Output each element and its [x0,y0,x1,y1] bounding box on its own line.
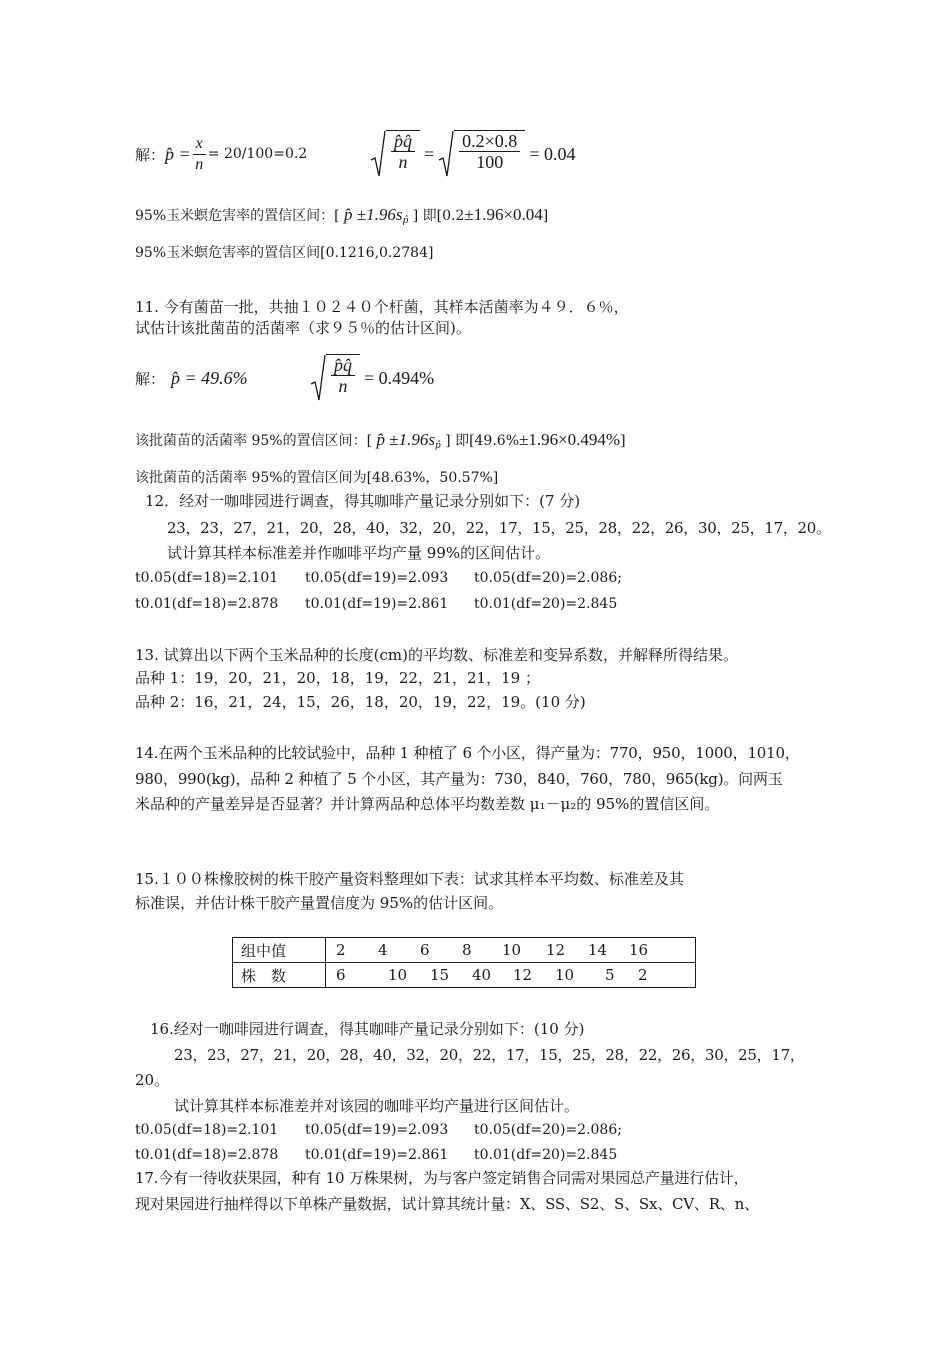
q12-line2: 23，23，27，21，20，28，40，32，20，22，17，15，25，28，22，26，30，25，17，20。 [167,519,831,537]
q11-line1: 11. 今有菌苗一批，共抽１０２４０个杆菌，其样本活菌率为４９．６％， [135,298,629,316]
table-row [233,938,696,963]
q13-line1: 13. 试算出以下两个玉米品种的长度(cm)的平均数、标准差和变异系数，并解释所得结果。 [135,646,738,664]
table-cell: 4 [378,941,388,959]
q11-ci: 该批菌苗的活菌率 95%的置信区间：[ p̂ $\pm 1.96s_{p̂}$ ] 即[49.6%±1.96×0.494%] [135,430,626,451]
q11-sqrt-formula: $\frac{p̂q̂}{n}$ = 0.494% [310,352,434,404]
table-cell: 2 [638,966,648,984]
q14-line3: 米品种的产量差异是否显著？并计算两品种总体平均数差数 μ₁－μ₂的 95%的置信区间。 [135,795,720,813]
q10-formula: 解： p̂ = $\frac{x}{n}$ = 20/100=0.2 [135,134,308,173]
q12-line1: 12．经对一咖啡园进行调查，得其咖啡产量记录分别如下：(7 分) [145,492,581,510]
q10-fraction: $\frac{x}{n}$ [193,134,206,175]
table-cell: 10 [555,966,575,984]
table-cell: 10 [388,966,408,984]
table-cell: 16 [629,941,649,959]
q11-line2: 试估计该批菌苗的活菌率（求９５％的估计区间)。 [135,319,471,337]
q12-t01-b: t0.01(df=19)=2.861 [305,596,449,612]
row1-values [326,938,696,963]
q16-t05-a: t0.05(df=18)=2.101 [135,1122,279,1138]
table-cell: 2 [336,941,346,959]
table-cell: 10 [502,941,522,959]
q12-t05-a: t0.05(df=18)=2.101 [135,570,279,586]
q16-t05-c: t0.05(df=20)=2.086; [474,1122,622,1138]
table-cell: 5 [605,966,615,984]
sqrt-symbol: $\frac{p̂q̂}{n}$ [310,354,360,402]
q10-sol-label: 解： [135,145,166,164]
row2-label: 株 数 [233,963,326,988]
q14-line1: 14.在两个玉米品种的比较试验中，品种 1 种植了 6 个小区，得产量为：770，950，1000，1010， [135,744,800,762]
q12-line3: 试计算其样本标准差并作咖啡平均产量 99%的区间估计。 [167,544,551,562]
row2-values [326,963,696,988]
q15-line2: 标准误，并估计株干胶产量置信度为 95%的估计区间。 [135,894,504,912]
q16-line1: 16.经对一咖啡园进行调查，得其咖啡产量记录分别如下：(10 分) [150,1020,585,1038]
row1-label: 组中值 [233,938,326,963]
q16-t01-a: t0.01(df=18)=2.878 [135,1147,279,1163]
sqrt-symbol: $\frac{0.2\times 0.8}{100}$ [438,130,525,178]
q16-line3: 20。 [135,1071,170,1089]
q12-t01-a: t0.01(df=18)=2.878 [135,596,279,612]
q12-t05-c: t0.05(df=20)=2.086; [474,570,622,586]
table-cell: 6 [336,966,346,984]
q10-sol-rest: = 20/100=0.2 [207,146,308,162]
q17-line2: 现对果园进行抽样得以下单株产量数据，试计算其统计量：X、SS、S2、S、Sx、CV、R、n、 [135,1195,759,1213]
q13-line2: 品种 1：19，20，21，20，18，19，22，21，21，19 ； [135,669,540,687]
table-cell: 8 [462,941,472,959]
q12-t01-c: t0.01(df=20)=2.845 [474,596,618,612]
q15-data-table [232,937,696,988]
table-cell: 12 [513,966,533,984]
q14-line2: 980，990(kg)，品种 2 种植了 5 个小区，其产量为：730，840，760，780，965(kg)。问两玉 [135,770,783,788]
q10-sqrt-result: = 0.04 [529,143,576,164]
q16-t05-b: t0.05(df=19)=2.093 [305,1122,449,1138]
q10-sqrt-formula: $\frac{p̂q̂}{n}$ = $\frac{0.2\times 0.8}{100}$ = 0.04 [370,128,575,180]
table-row [233,963,696,988]
table-cell: 40 [472,966,492,984]
q16-line4: 试计算其样本标准差并对该园的咖啡平均产量进行区间估计。 [174,1097,580,1115]
q10-result: 95%玉米螟危害率的置信区间[0.1216,0.2784] [135,245,434,261]
q16-t01-b: t0.01(df=19)=2.861 [305,1147,449,1163]
table-cell: 15 [430,966,450,984]
q15-line1: 15.１００株橡胶树的株干胶产量资料整理如下表：试求其样本平均数、标准差及其 [135,870,684,888]
q11-result: 该批菌苗的活菌率 95%的置信区间为[48.63%，50.57%] [135,470,499,486]
q10-ci: 95%玉米螟危害率的置信区间：[ p̂ $\pm 1.96s_{p̂}$ ] 即[0.2±1.96×0.04] [135,205,549,226]
q11-p-hat: p̂ = 49.6% [171,367,248,388]
q16-t01-c: t0.01(df=20)=2.845 [474,1147,618,1163]
q13-line3: 品种 2：16，21，24，15，26，18，20，19，22，19。(10 分) [135,693,586,711]
table-cell: 6 [420,941,430,959]
q16-line2: 23，23，27，21，20，28，40，32，20，22，17，15，25，28，22，26，30，25，17， [174,1046,805,1064]
q17-line1: 17.今有一待收获果园，种有 10 万株果树，为与客户签定销售合同需对果园总产量进行估计， [135,1169,749,1187]
sqrt-symbol: $\frac{p̂q̂}{n}$ [370,130,420,178]
q12-t05-b: t0.05(df=19)=2.093 [305,570,449,586]
table-cell: 12 [546,941,566,959]
q11-formula: 解： p̂ = 49.6% [135,367,248,388]
table-cell: 14 [588,941,608,959]
